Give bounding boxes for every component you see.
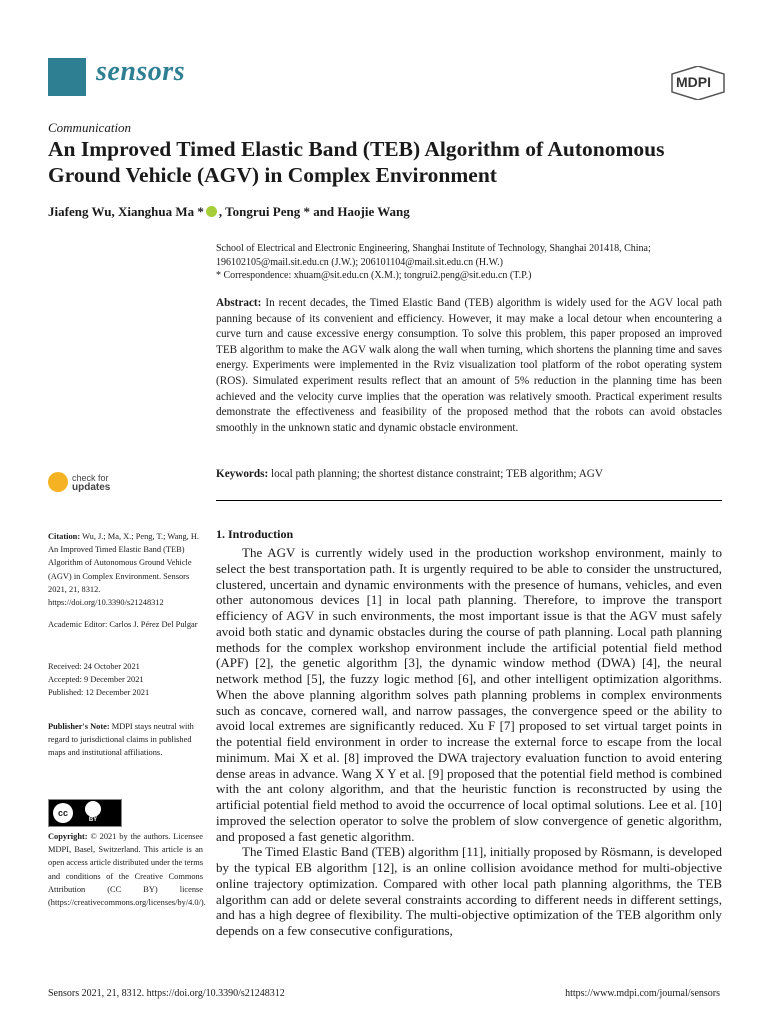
journal-name: sensors — [96, 56, 186, 87]
check-for-updates-badge[interactable] — [48, 472, 128, 496]
cc-by-license-badge[interactable] — [48, 799, 122, 827]
citation — [48, 530, 203, 609]
orcid-icon[interactable] — [206, 206, 217, 217]
check-updates-icon — [48, 472, 68, 492]
check-updates-line2: updates — [72, 482, 111, 493]
cc-icon: cc — [53, 803, 73, 823]
copyright — [48, 830, 206, 909]
journal-logo-icon — [48, 58, 86, 96]
keywords-label: Keywords: — [216, 468, 269, 480]
introduction-body — [216, 545, 722, 939]
copyright-text: © 2021 by the authors. Licensee MDPI, Basel, Switzerland. This article is an open access article distributed under the terms and conditions of the Creative Commons Attribution (CC BY) license (https://creativecommons.org/licenses/by/4.0/). — [48, 832, 206, 908]
affiliation-line: 196102105@mail.sit.edu.cn (J.W.); 206101104@mail.sit.edu.cn (H.W.) — [216, 256, 503, 268]
published-date: Published: 12 December 2021 — [48, 688, 150, 698]
authors-part-2: , Tongrui Peng * and Haojie Wang — [218, 204, 410, 219]
footer-citation: Sensors 2021, 21, 8312. https://doi.org/10.3390/s21248312 — [48, 988, 285, 999]
copyright-label: Copyright: — [48, 832, 88, 841]
abstract-text: In recent decades, the Timed Elastic Band (TEB) algorithm is widely used for the AGV local path panning because of its convenient and efficiency. However, it may make a local detour when encountering a curve turn and cause excessive energy consumption. To solve this problem, this paper proposed an improved TEB algorithm to make the AGV walk along the wall when turning, which shortens the planning time and saves energy. Experiments were implemented in the Rviz visualization tool platform of the robot operating system (ROS). Simulated experiment results reflect that an amount of 5% reduction in the planning time has been achieved and the velocity curve implies that the operation was relatively smooth. Practical experiment results demonstrate the effectiveness and feasibility of the proposed method that the robots can avoid obstacles smoothly in the unknown static and dynamic obstacle environment. — [216, 297, 723, 434]
affiliation — [216, 242, 736, 283]
by-person-icon — [85, 801, 101, 817]
academic-editor: Academic Editor: Carlos J. Pérez Del Pulgar — [48, 620, 198, 629]
by-label: BY — [88, 817, 98, 823]
article-title: An Improved Timed Elastic Band (TEB) Algorithm of Autonomous Ground Vehicle (AGV) in Complex Environment — [48, 137, 665, 187]
citation-text: Wu, J.; Ma, X.; Peng, T.; Wang, H. An Improved Timed Elastic Band (TEB) Algorithm of Autonomous Ground Vehicle (AGV) in Complex Environment. Sensors 2021, 21, 8312. https://doi.org/10.3390/s21248312 — [48, 532, 199, 608]
publisher-note-label: Publisher's Note: — [48, 722, 110, 731]
dates — [48, 660, 203, 700]
abstract — [216, 296, 722, 436]
author-list — [48, 204, 410, 220]
accepted-date: Accepted: 9 December 2021 — [48, 675, 144, 685]
citation-label: Citation: — [48, 532, 81, 541]
publisher-logo[interactable] — [668, 66, 728, 105]
authors-part-1: Jiafeng Wu, Xianghua Ma * — [48, 204, 204, 219]
abstract-label: Abstract: — [216, 297, 262, 309]
publisher-name: MDPI — [676, 74, 711, 90]
publisher-note-text: MDPI stays neutral with regard to jurisdictional claims in published maps and institutional affiliations. — [48, 722, 194, 758]
publisher-note — [48, 720, 203, 760]
article-type: Communication — [48, 120, 132, 135]
divider — [216, 500, 722, 501]
section-heading: 1. Introduction — [216, 527, 294, 541]
check-updates-line1: check for — [72, 473, 109, 483]
received-date: Received: 24 October 2021 — [48, 662, 140, 671]
paragraph: The Timed Elastic Band (TEB) algorithm [11], initially proposed by Rösmann, is developed by the typical EB algorithm [12], is an online collision avoidance method for multi-objective online trajectory optimization. Compared with other local path planning algorithms, the TEB algorithm can add or delete several constraints according to different needs in different settings, and has a high degree of flexibility. The multi-objective optimization of the TEB algorithm only depends on a few consecutive configurations, — [216, 844, 722, 938]
affiliation-line: School of Electrical and Electronic Engineering, Shanghai Institute of Technology, Shanghai 201418, China; — [216, 243, 651, 254]
correspondence-line: * Correspondence: xhuam@sit.edu.cn (X.M.); tongrui2.peng@sit.edu.cn (T.P.) — [216, 270, 532, 282]
footer-journal-link[interactable]: https://www.mdpi.com/journal/sensors — [565, 988, 720, 999]
keywords — [216, 467, 722, 483]
keywords-text: local path planning; the shortest distance constraint; TEB algorithm; AGV — [271, 468, 603, 480]
paragraph: The AGV is currently widely used in the production workshop environment, mainly to select the best transportation path. It is urgently required to be able to consider the unstructured, clustered, uncertain and dynamic environments with the presence of humans, vehicles, and even other autonomous devices [1] in local path planning. Therefore, to improve the transport efficiency of AGV in such environments, the most important issue is that the AGV must safely avoid both static and dynamic obstacles during the course of path planning. Local path planning methods for the complex workshop environment include the artificial potential field method (APF) [2], the genetic algorithm [3], the dynamic window method (DWA) [4], the neural network method [5], the fuzzy logic method [6], and other intelligent optimization algorithms. When the above planning algorithm solves path planning problems in complex environments such as concave, cornered wall, and narrow passages, the convergence speed or the ability to avoid local extremes are significantly reduced. Xu F [7] proposed to set virtual target points in the potential field environment in order to increase the external force to escape from the local minimum. Mai X et al. [8] improved the DWA trajectory evaluation function to avoid entering dense areas in advance. Wang X Y et al. [9] proposed that the potential field method is combined with the ant colony algorithm, and that the heuristic function is reconstructed by using the artificial potential field method to avoid the occurrence of local optimal solutions. Lee et al. [10] improved the selection operator to solve the problem of slow convergence of genetic algorithm, and proposed a fast genetic algorithm. — [216, 545, 722, 844]
